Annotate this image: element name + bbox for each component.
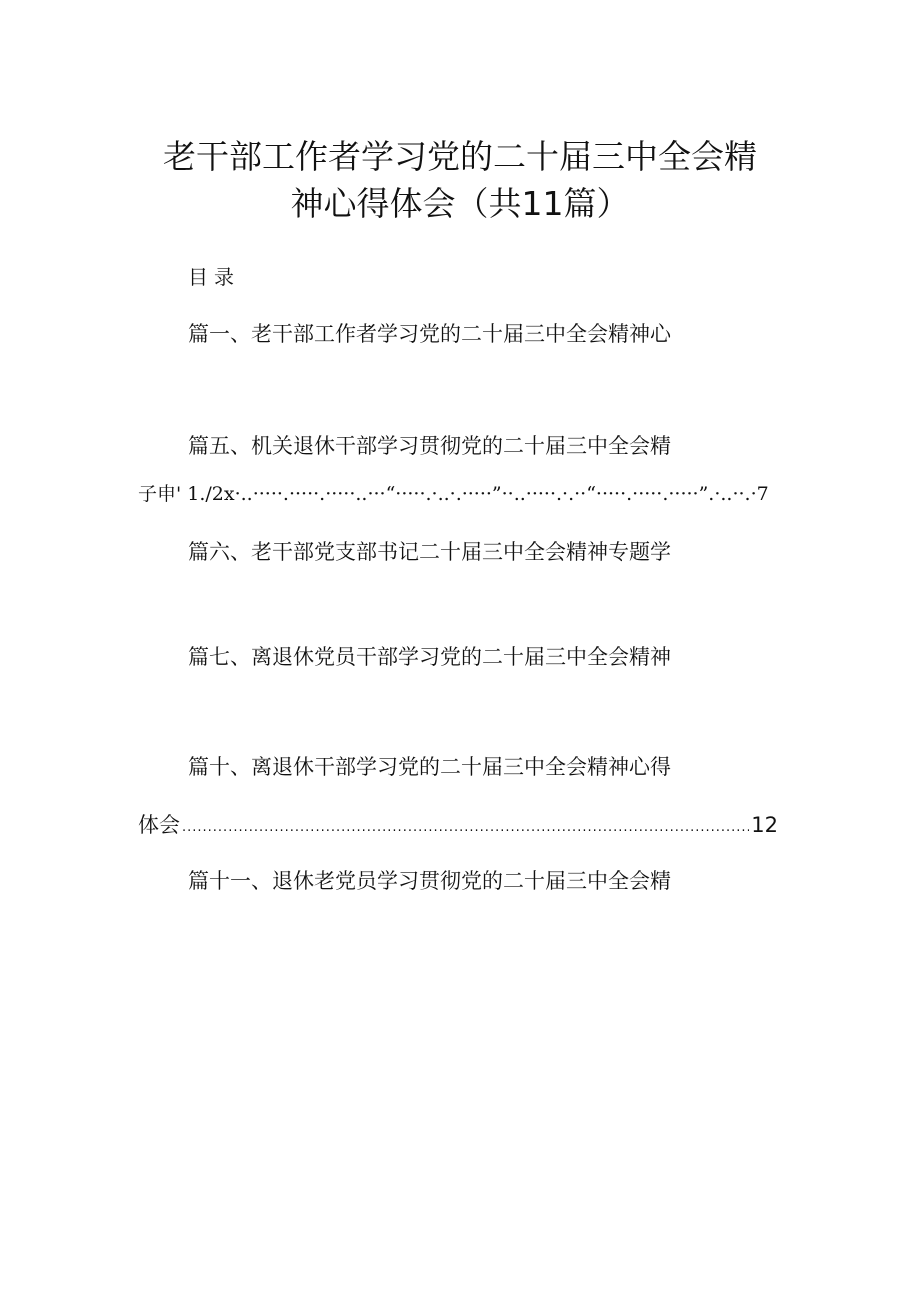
toc-entry-6[interactable]: 篇六、老干部党支部书记二十届三中全会精神专题学 [188, 540, 671, 564]
toc-entry-11[interactable]: 篇十一、退休老党员学习贯彻党的二十届三中全会精 [188, 869, 671, 893]
document-title-line-2: 神心得体会（共11篇） [290, 184, 630, 223]
toc-entry-10-page-number: 12 [751, 813, 778, 837]
document-title-line-1: 老干部工作者学习党的二十届三中全会精 [163, 137, 757, 176]
toc-entry-1[interactable]: 篇一、老干部工作者学习党的二十届三中全会精神心 [188, 322, 671, 346]
toc-entry-10-continuation-text: 体会 [138, 813, 180, 837]
toc-entry-10[interactable]: 篇十、离退休干部学习党的二十届三中全会精神心得 [188, 755, 671, 779]
dot-leader [182, 817, 749, 839]
toc-entry-10-continuation [138, 811, 778, 839]
toc-entry-5-continuation: 子申' 1./2x·..·····.·····.·····..···“·····.·..·.·····”··..·····.·.··“·····.·····.·····”.·..··.·7 [138, 483, 769, 505]
toc-entry-5[interactable]: 篇五、机关退休干部学习贯彻党的二十届三中全会精 [188, 434, 671, 458]
toc-entry-7[interactable]: 篇七、离退休党员干部学习党的二十届三中全会精神 [188, 645, 671, 669]
toc-heading: 目录 [188, 265, 240, 289]
